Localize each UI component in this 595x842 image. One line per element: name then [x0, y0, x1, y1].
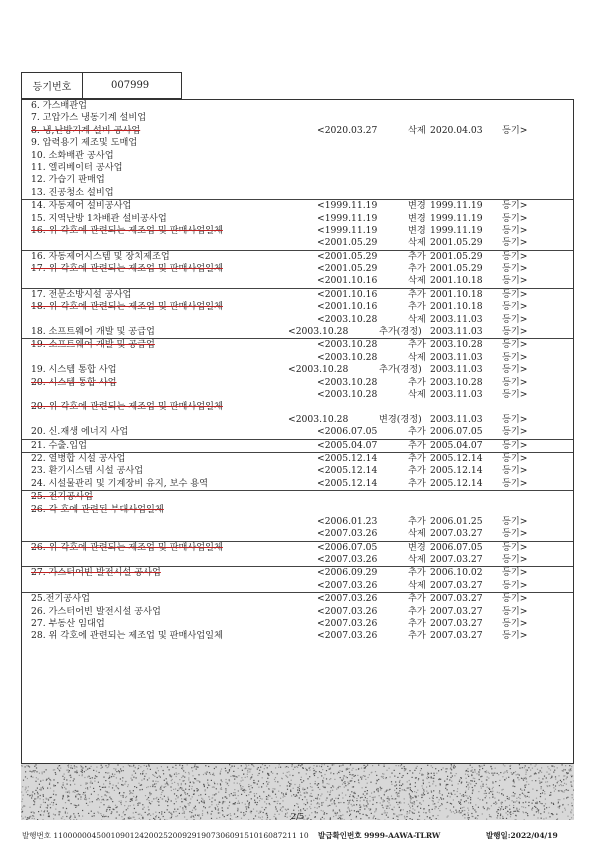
row-reg-date: 2003.11.03 — [430, 388, 483, 400]
row-date: <2007.03.26 — [317, 554, 378, 566]
row-title: 8. 냉,난방기계 설비 공사업 — [31, 124, 141, 136]
row-action: 삭제 — [408, 313, 426, 325]
row-registered: 등기> — [502, 439, 528, 451]
row-action: 추가 — [408, 630, 426, 642]
row-reg-date: 2020.04.03 — [430, 124, 483, 136]
issue-number: 발행번호 110000004500109012420025200929190730609151016087211 10 — [22, 831, 309, 840]
row-action: 추가 — [408, 605, 426, 617]
row-registered: 등기> — [502, 452, 528, 464]
table-row — [22, 504, 573, 516]
row-title: 20. 시스템 통합 사업 — [31, 376, 117, 388]
table-row — [22, 225, 573, 237]
row-title: 22. 열병합 시설 공사업 — [31, 452, 126, 464]
row-reg-date: 2003.11.03 — [430, 351, 483, 363]
row-registered: 등기> — [502, 200, 528, 212]
row-title: 26. 위 각호에 관련되는 제조업 및 판매사업일체 — [31, 541, 223, 553]
row-date: <2006.07.05 — [317, 541, 378, 553]
row-reg-date: 2005.12.14 — [430, 477, 483, 489]
row-date: <2001.10.16 — [317, 301, 378, 313]
row-registered: 등기> — [502, 364, 528, 376]
row-reg-date: 2006.10.02 — [430, 567, 483, 579]
row-date: <2001.05.29 — [317, 250, 378, 262]
row-registered: 등기> — [502, 579, 528, 591]
row-date: <1999.11.19 — [317, 224, 378, 236]
row-reg-date: 1999.11.19 — [430, 212, 483, 224]
row-reg-date: 2007.03.27 — [430, 528, 483, 540]
row-action: 삭제 — [408, 124, 426, 136]
row-title: 17. 전문소방시설 공사업 — [31, 288, 132, 300]
row-registered: 등기> — [502, 567, 528, 579]
row-reg-date: 2003.11.03 — [430, 313, 483, 325]
row-action: 삭제 — [408, 351, 426, 363]
row-title: 26. 각 호에 관련된 부대사업일체 — [31, 503, 164, 515]
row-reg-date: 2003.10.28 — [430, 376, 483, 388]
row-title: 18. 위 각호에 관련되는 제조업 및 판매사업일체 — [31, 301, 223, 313]
table-row — [22, 137, 573, 149]
table-row — [22, 389, 573, 401]
table-row — [22, 339, 573, 351]
row-date: <2007.03.26 — [317, 579, 378, 591]
row-registered: 등기> — [502, 528, 528, 540]
row-date: <2007.03.26 — [317, 528, 378, 540]
row-date: <1999.11.19 — [317, 212, 378, 224]
row-date: <2001.10.16 — [317, 275, 378, 287]
row-date: <2001.05.29 — [317, 237, 378, 249]
table-row — [22, 289, 573, 301]
row-action: 삭제 — [408, 237, 426, 249]
row-action: 추가 — [408, 288, 426, 300]
row-action: 추가 — [408, 465, 426, 477]
row-action: 변경 — [408, 541, 426, 553]
row-title: 23. 환기시스템 시설 공사업 — [31, 465, 144, 477]
table-row — [22, 401, 573, 413]
row-title: 7. 고압가스 냉동기계 설비업 — [31, 112, 147, 124]
table-row — [22, 100, 573, 112]
row-title: 28. 위 각호에 관련되는 제조업 및 판매사업일체 — [31, 630, 223, 642]
table-row — [22, 125, 573, 137]
row-reg-date: 2001.05.29 — [430, 250, 483, 262]
row-reg-date: 2006.07.05 — [430, 426, 483, 438]
registration-number-label: 등기번호 — [22, 73, 83, 98]
table-row — [22, 352, 573, 364]
row-reg-date: 2007.03.27 — [430, 554, 483, 566]
row-registered: 등기> — [502, 124, 528, 136]
table-row — [22, 301, 573, 313]
row-reg-date: 2001.10.18 — [430, 288, 483, 300]
row-action: 추가 — [408, 301, 426, 313]
row-date: <2003.10.28 — [288, 364, 349, 376]
row-action: 추가 — [408, 618, 426, 630]
row-action: 삭제 — [408, 275, 426, 287]
table-row — [22, 580, 573, 593]
row-reg-date: 2001.05.29 — [430, 237, 483, 249]
row-reg-date: 2006.07.05 — [430, 541, 483, 553]
row-date: <2001.05.29 — [317, 263, 378, 275]
row-reg-date: 2006.01.25 — [430, 515, 483, 527]
row-reg-date: 2001.10.18 — [430, 275, 483, 287]
row-reg-date: 2003.10.28 — [430, 339, 483, 351]
row-title: 11. 엘리베이터 공사업 — [31, 161, 123, 173]
row-registered: 등기> — [502, 237, 528, 249]
row-reg-date: 2007.03.27 — [430, 630, 483, 642]
table-row — [22, 465, 573, 477]
row-reg-date: 2001.10.18 — [430, 301, 483, 313]
row-date: <2003.10.28 — [317, 351, 378, 363]
table-row — [22, 377, 573, 389]
row-action: 삭제 — [408, 528, 426, 540]
row-date: <2005.04.07 — [317, 439, 378, 451]
row-registered: 등기> — [502, 326, 528, 338]
row-date: <2003.10.28 — [288, 326, 349, 338]
row-registered: 등기> — [502, 313, 528, 325]
table-row — [22, 251, 573, 263]
table-row — [22, 606, 573, 618]
row-title: 21. 수출.입업 — [31, 439, 87, 451]
row-action: 추가 — [408, 263, 426, 275]
row-registered: 등기> — [502, 388, 528, 400]
row-title: 15. 지역난방 1차배관 설비공사업 — [31, 212, 167, 224]
row-title: 19. 시스템 통합 사업 — [31, 364, 117, 376]
table-row — [22, 630, 573, 642]
row-date: <2003.10.28 — [317, 376, 378, 388]
row-title: 24. 시설물관리 및 기계장비 유지, 보수 용역 — [31, 477, 209, 489]
row-reg-date: 2005.12.14 — [430, 452, 483, 464]
row-title: 25.전기공사업 — [31, 593, 90, 605]
row-registered: 등기> — [502, 426, 528, 438]
row-action: 변경 — [408, 224, 426, 236]
row-action: 추가 — [408, 376, 426, 388]
row-reg-date: 2007.03.27 — [430, 579, 483, 591]
row-action: 추가 — [408, 250, 426, 262]
table-row — [22, 593, 573, 605]
table-row — [22, 150, 573, 162]
row-action: 추가 — [408, 452, 426, 464]
row-title: 16. 위 각호에 관련되는 제조업 및 판매사업일체 — [31, 224, 223, 236]
table-row — [22, 528, 573, 541]
row-registered: 등기> — [502, 541, 528, 553]
row-reg-date: 2007.03.27 — [430, 618, 483, 630]
table-row — [22, 567, 573, 579]
row-action: 삭제 — [408, 579, 426, 591]
row-date: <2003.10.28 — [288, 413, 349, 425]
row-date: <2007.03.26 — [317, 593, 378, 605]
row-action: 추가 — [408, 439, 426, 451]
table-row — [22, 516, 573, 528]
table-row — [22, 174, 573, 186]
row-date: <2006.01.23 — [317, 515, 378, 527]
row-date: <2003.10.28 — [317, 339, 378, 351]
row-registered: 등기> — [502, 339, 528, 351]
row-title: 10. 소화배관 공사업 — [31, 149, 114, 161]
row-title: 14. 자동제어 설비공사업 — [31, 200, 132, 212]
row-date: <2020.03.27 — [317, 124, 378, 136]
row-title: 18. 소프트웨어 개발 및 공급업 — [31, 326, 155, 338]
row-reg-date: 2003.11.03 — [430, 326, 483, 338]
table-row — [22, 263, 573, 275]
row-registered: 등기> — [502, 275, 528, 287]
row-reg-date: 2005.12.14 — [430, 465, 483, 477]
row-action: 변경 — [408, 200, 426, 212]
row-registered: 등기> — [502, 554, 528, 566]
row-registered: 등기> — [502, 376, 528, 388]
row-date: <2001.10.16 — [317, 288, 378, 300]
row-title: 25. 전기공사업 — [31, 491, 93, 503]
row-date: <2005.12.14 — [317, 477, 378, 489]
table-row — [22, 162, 573, 174]
table-row — [22, 491, 573, 503]
table-row — [22, 542, 573, 554]
row-action: 변경(경정) — [379, 413, 422, 425]
table-row — [22, 237, 573, 250]
row-date: <2006.09.29 — [317, 567, 378, 579]
table-row — [22, 440, 573, 453]
table-row — [22, 478, 573, 491]
row-registered: 등기> — [502, 413, 528, 425]
row-title: 27. 가스터어빈 발전시설 공사업 — [31, 567, 161, 579]
row-registered: 등기> — [502, 212, 528, 224]
row-action: 삭제 — [408, 388, 426, 400]
row-reg-date: 2005.04.07 — [430, 439, 483, 451]
table-row — [22, 554, 573, 567]
row-title: 27. 부동산 임대업 — [31, 618, 105, 630]
table-row — [22, 213, 573, 225]
row-date: <2006.07.05 — [317, 426, 378, 438]
table-row — [22, 200, 573, 212]
row-registered: 등기> — [502, 351, 528, 363]
row-action: 추가(경정) — [379, 364, 422, 376]
row-registered: 등기> — [502, 465, 528, 477]
row-registered: 등기> — [502, 288, 528, 300]
row-action: 삭제 — [408, 554, 426, 566]
row-reg-date: 2003.11.03 — [430, 364, 483, 376]
row-action: 추가 — [408, 593, 426, 605]
row-action: 추가 — [408, 567, 426, 579]
row-registered: 등기> — [502, 250, 528, 262]
row-reg-date: 2003.11.03 — [430, 413, 483, 425]
table-row — [22, 364, 573, 376]
table-row — [22, 326, 573, 339]
table-row — [22, 618, 573, 630]
table-row — [22, 426, 573, 439]
table-row — [22, 453, 573, 465]
row-title: 16. 자동제어시스템 및 장치제조업 — [31, 250, 170, 262]
row-action: 추가 — [408, 477, 426, 489]
row-registered: 등기> — [502, 605, 528, 617]
issue-date: 발행일:2022/04/19 — [486, 831, 558, 840]
row-title: 12. 가습기 판매업 — [31, 174, 105, 186]
row-title: 17. 위 각호에 관련되는 제조업 및 판매사업일체 — [31, 263, 223, 275]
row-date: <2003.10.28 — [317, 388, 378, 400]
table-row — [22, 414, 573, 426]
row-title: 6. 가스배관업 — [31, 100, 88, 111]
row-date: <2005.12.14 — [317, 452, 378, 464]
table-row — [22, 275, 573, 288]
row-action: 추가(경정) — [379, 326, 422, 338]
registration-number-box — [21, 72, 182, 99]
row-reg-date: 1999.11.19 — [430, 200, 483, 212]
row-action: 추가 — [408, 426, 426, 438]
row-date: <2007.03.26 — [317, 630, 378, 642]
row-registered: 등기> — [502, 630, 528, 642]
row-date: <2003.10.28 — [317, 313, 378, 325]
row-date: <2005.12.14 — [317, 465, 378, 477]
row-registered: 등기> — [502, 477, 528, 489]
row-title: 9. 압력용기 제조및 도매업 — [31, 137, 138, 149]
row-title: 20. 신.재생 에너지 사업 — [31, 426, 129, 438]
row-title: 19. 소프트웨어 개발 및 공급업 — [31, 339, 155, 351]
row-title: 20. 위 각호에 관련되는 제조업 및 판매사업일체 — [31, 401, 223, 413]
row-reg-date: 1999.11.19 — [430, 224, 483, 236]
row-registered: 등기> — [502, 224, 528, 236]
row-title: 13. 진공청소 설비업 — [31, 186, 114, 198]
confirm-number: 발급확인번호 9999-AAWA-TLRW — [318, 831, 441, 840]
registration-number-value: 007999 — [111, 80, 150, 91]
row-action: 추가 — [408, 515, 426, 527]
row-reg-date: 2007.03.27 — [430, 605, 483, 617]
row-date: <2007.03.26 — [317, 618, 378, 630]
row-reg-date: 2001.05.29 — [430, 263, 483, 275]
row-registered: 등기> — [502, 618, 528, 630]
row-registered: 등기> — [502, 301, 528, 313]
table-row — [22, 187, 573, 200]
row-reg-date: 2007.03.27 — [430, 593, 483, 605]
table-row — [22, 314, 573, 326]
row-title: 26. 가스터어빈 발전시설 공사업 — [31, 605, 161, 617]
row-date: <1999.11.19 — [317, 200, 378, 212]
row-action: 추가 — [408, 339, 426, 351]
row-registered: 등기> — [502, 515, 528, 527]
row-registered: 등기> — [502, 593, 528, 605]
purpose-table — [21, 99, 574, 764]
page-number: 2/5 — [290, 812, 305, 822]
table-row — [22, 112, 573, 124]
row-action: 변경 — [408, 212, 426, 224]
row-registered: 등기> — [502, 263, 528, 275]
row-date: <2007.03.26 — [317, 605, 378, 617]
